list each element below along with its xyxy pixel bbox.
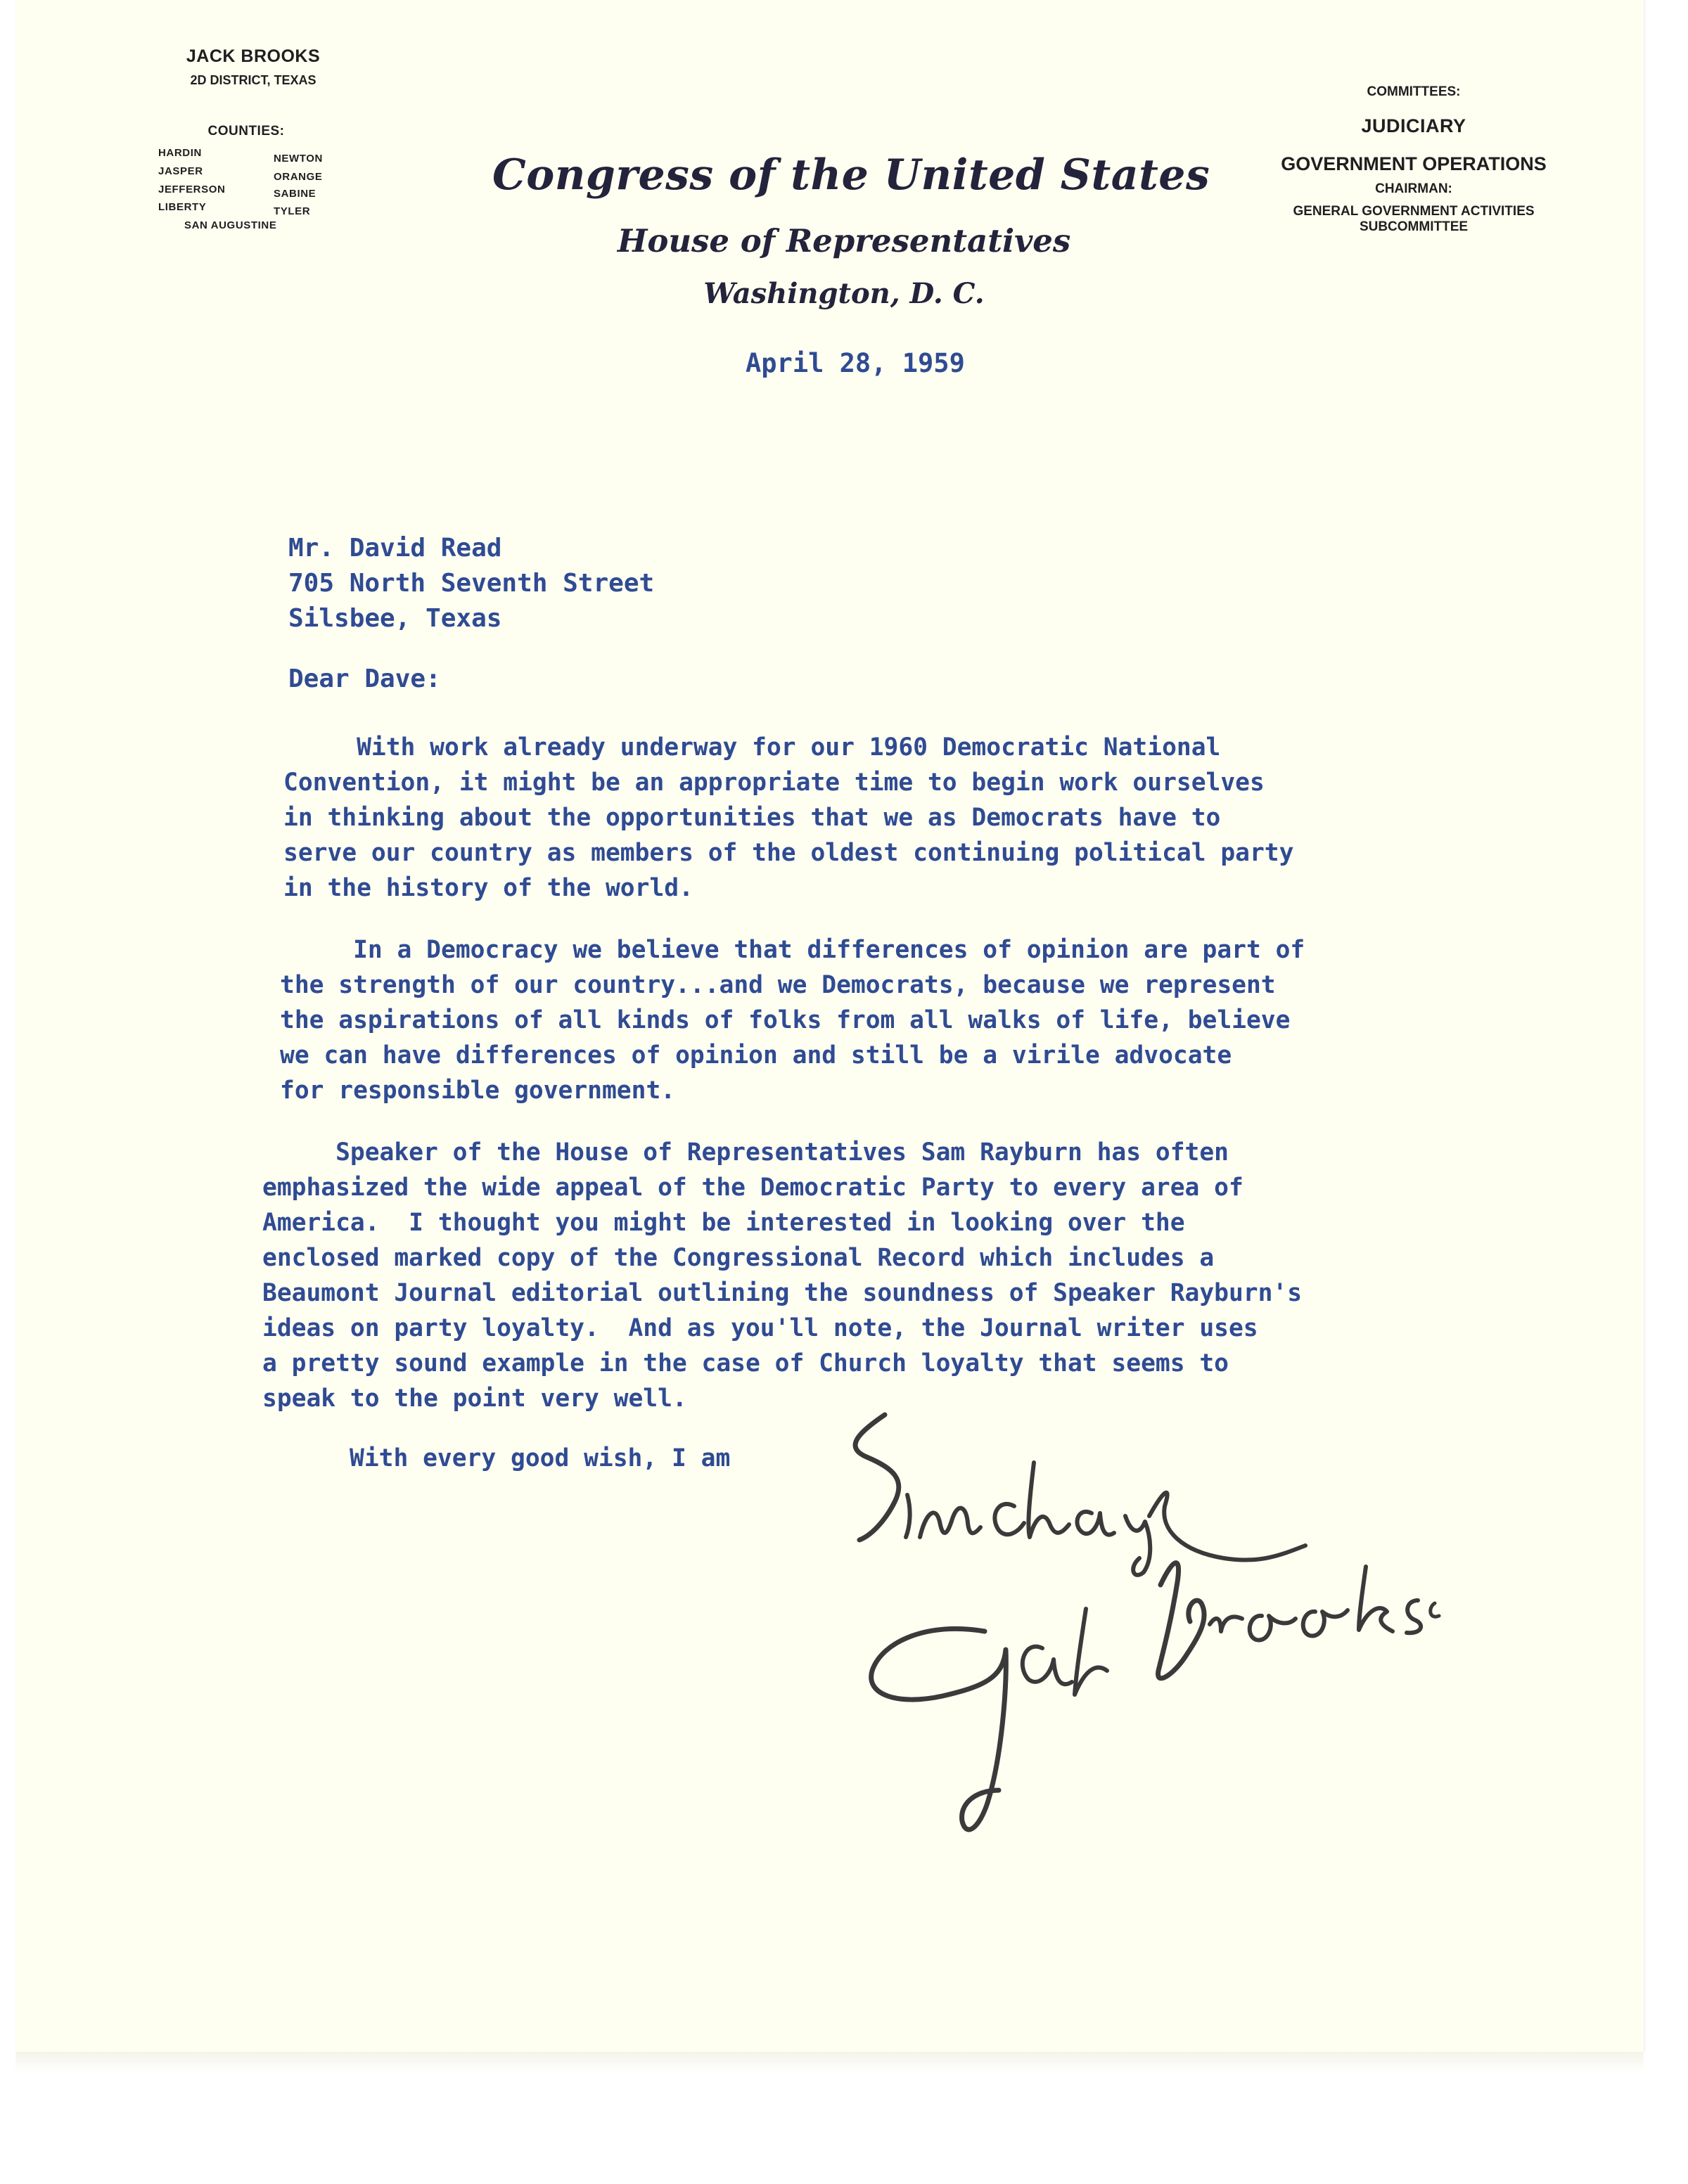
county-item: JASPER [158, 165, 203, 177]
committee-government-operations: GOVERNMENT OPERATIONS [1281, 153, 1547, 174]
letterhead-district: 2D DISTRICT, TEXAS [190, 73, 316, 87]
body-line: in the history of the world. [283, 874, 693, 902]
letterhead-subtitle: House of Representatives [617, 222, 1071, 259]
body-line: emphasized the wide appeal of the Democratic Party to every area of [262, 1174, 1243, 1202]
county-item: SABINE [274, 188, 316, 200]
body-line: With work already underway for our 1960 Democratic National [283, 733, 1221, 762]
committee-judiciary: JUDICIARY [1361, 115, 1466, 136]
county-item: TYLER [274, 205, 311, 217]
counties-title: COUNTIES: [207, 124, 285, 139]
county-item: LIBERTY [158, 201, 207, 213]
body-line: ideas on party loyalty. And as you'll note, the Journal writer uses [262, 1314, 1258, 1342]
body-line: In a Democracy we believe that differences of opinion are part of [280, 936, 1305, 964]
chairman-label: CHAIRMAN: [1375, 181, 1452, 196]
body-line: Beaumont Journal editorial outlining the soundness of Speaker Rayburn's [262, 1279, 1303, 1307]
body-line: Speaker of the House of Representatives Sam Rayburn has often [262, 1138, 1229, 1167]
recipient-street: 705 North Seventh Street [288, 569, 655, 598]
county-item: SAN AUGUSTINE [184, 219, 277, 231]
body-line: in thinking about the opportunities that we as Democrats have to [283, 804, 1221, 832]
subcommittee-label: SUBCOMMITTEE [1359, 219, 1469, 234]
closing-line: With every good wish, I am [350, 1444, 731, 1472]
body-line: a pretty sound example in the case of Church loyalty that seems to [262, 1349, 1229, 1377]
body-line: the strength of our country...and we Democrats, because we represent [280, 971, 1276, 999]
body-line: America. I thought you might be interested in looking over the [262, 1209, 1185, 1237]
body-line: Convention, it might be an appropriate time to begin work ourselves [283, 769, 1265, 797]
county-item: HARDIN [158, 147, 202, 159]
letterhead-city: Washington, D. C. [703, 277, 985, 310]
county-item: ORANGE [274, 171, 323, 183]
recipient-city: Silsbee, Texas [288, 604, 502, 633]
committees-title: COMMITTEES: [1367, 84, 1461, 99]
county-item: JEFFERSON [158, 184, 226, 195]
body-line: we can have differences of opinion and still be a virile advocate [280, 1041, 1232, 1069]
letter-date: April 28, 1959 [746, 348, 965, 378]
body-line: serve our country as members of the oldest continuing political party [283, 839, 1294, 867]
body-line: speak to the point very well. [262, 1385, 687, 1413]
recipient-name: Mr. David Read [288, 534, 502, 563]
handwritten-signature [830, 1392, 1463, 1884]
paper-edge [15, 2052, 1644, 2073]
letterhead-name: JACK BROOKS [186, 46, 321, 66]
body-line: the aspirations of all kinds of folks from all walks of life, believe [280, 1006, 1291, 1034]
subcommittee-name: GENERAL GOVERNMENT ACTIVITIES [1293, 204, 1535, 219]
salutation: Dear Dave: [288, 664, 441, 693]
body-line: enclosed marked copy of the Congressional Record which includes a [262, 1244, 1215, 1272]
county-item: NEWTON [274, 153, 323, 165]
letterhead-title: Congress of the United States [492, 150, 1210, 200]
body-line: for responsible government. [280, 1077, 676, 1105]
